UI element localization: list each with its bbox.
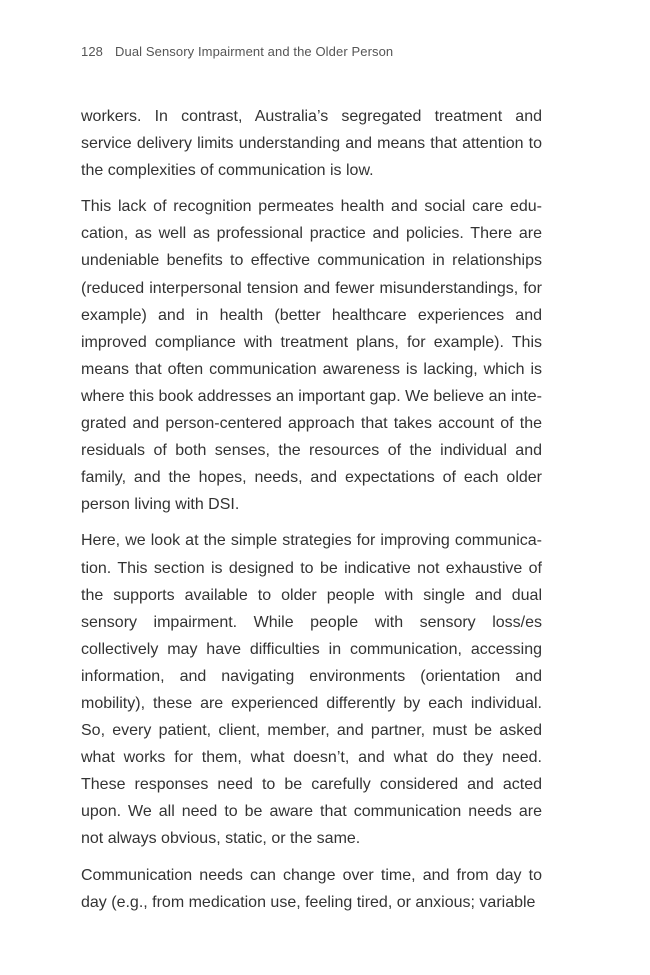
paragraph-strategies: Here, we look at the simple strategies for improving communication. This section is designed to be indicative not exhaustive of the supports available to older people with single and dual sensory impairment. While people with sensory loss/es collectively may have difficulties in communication, accessing information, and navigating environments (orientation and mobility), these are experienced differently by each individual. So, every patient, client, member, and partner, must be asked what works for them, what doesn’t, and what do they need. These responses need to be carefully considered and acted upon. We all need to be aware that communication needs are not always obvious, static, or the same. [81,532,542,848]
paragraph-recognition: This lack of recognition permeates health and social care education, as well as professional practice and policies. There are undeniable benefits to effective communication in relationships (reduced interpersonal tension and fewer misunderstandings, for example) and in health (better healthcare experiences and improved compliance with treatment plans, for example). This means that often communication awareness is lacking, which is where this book addresses an important gap. We believe an integrated and person-centered approach that takes account of the residuals of both senses, the resources of the individual and family, and the hopes, needs, and expectations of each older person living with DSI. [81,198,542,514]
book-title: Dual Sensory Impairment and the Older Person [115,44,394,59]
page-number: 128 [81,44,103,59]
running-head [81,44,393,59]
paragraph-communication-needs: Communication needs can change over time, and from day to day (e.g., from medication use, feeling tired, or anxious; variable [81,866,542,911]
paragraph-continuation: workers. In contrast, Australia’s segregated treatment and service delivery limits understanding and means that attention to the complexities of communication is low. [81,108,542,180]
body-text [81,103,542,916]
